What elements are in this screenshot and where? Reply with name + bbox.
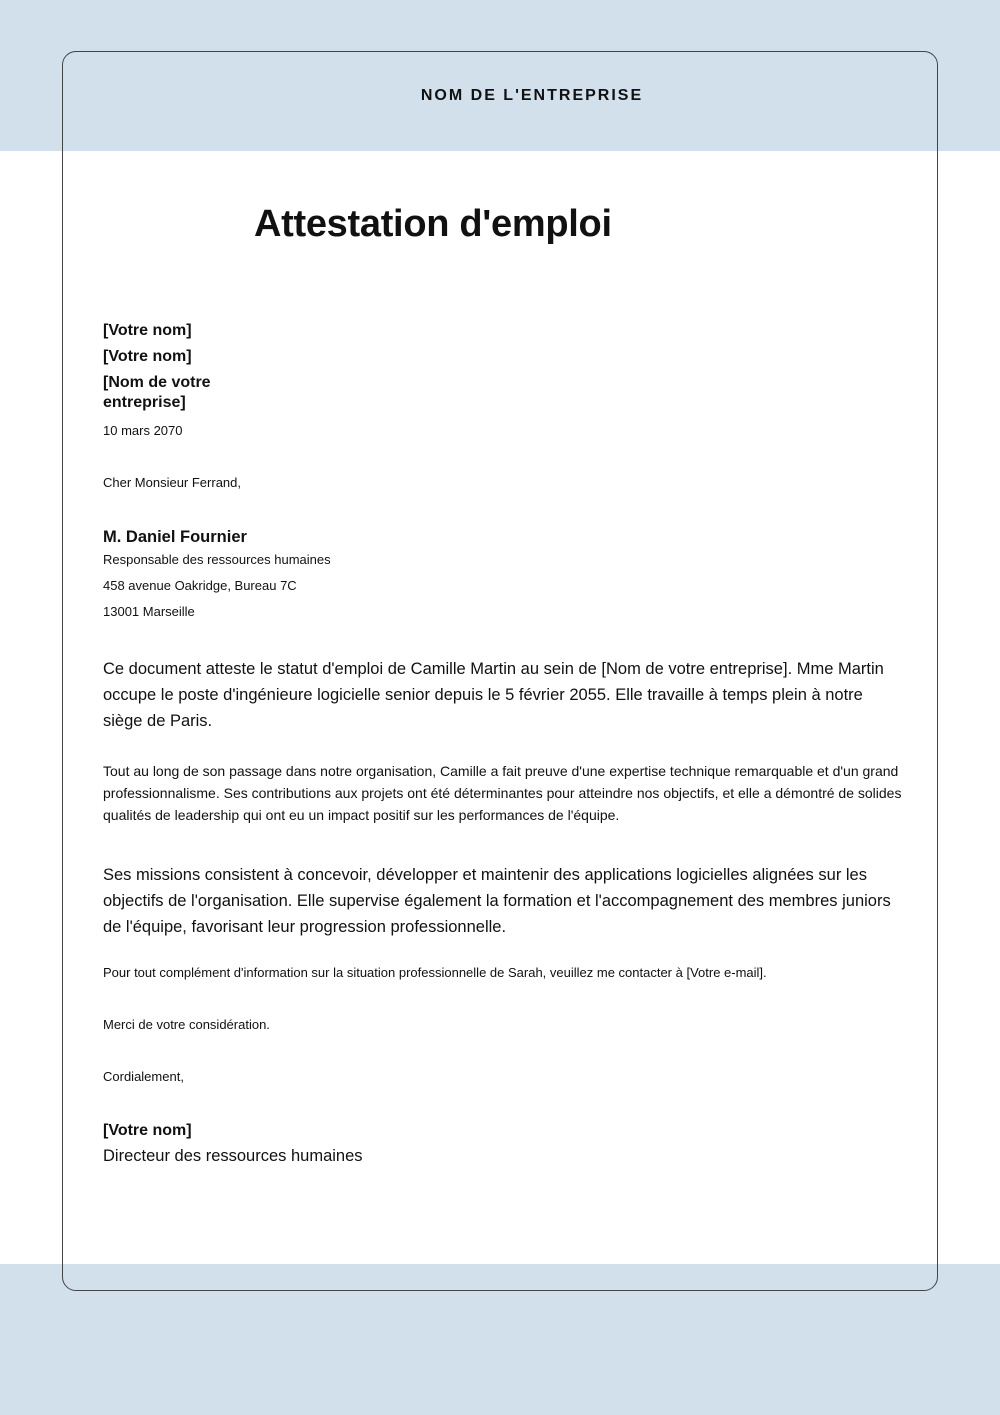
recipient-role: Responsable des ressources humaines xyxy=(103,552,331,567)
recipient-address: 458 avenue Oakridge, Bureau 7C xyxy=(103,578,297,593)
recipient-city: 13001 Marseille xyxy=(103,604,195,619)
sender-company-line2: entreprise] xyxy=(103,394,186,411)
body-paragraph-3: Ses missions consistent à concevoir, développer et maintenir des applications logicielles alignées sur les objectifs de l'organisation. Elle supervise également la formation et l'accompagnement des membres juniors de l'équipe, favorisant leur progression professionnelle. xyxy=(103,866,891,936)
body-paragraph-4: Pour tout complément d'information sur la situation professionnelle de Sarah, veuillez me contacter à [Votre e-mail]. xyxy=(103,965,767,980)
sender-name-2: [Votre nom] xyxy=(103,348,192,365)
body-paragraph-2: Tout au long de son passage dans notre organisation, Camille a fait preuve d'une expertise technique remarquable et d'un grand professionnalisme. Ses contributions aux projets ont été déterminantes pour atteindre nos objectifs, et elle a démontré de solides qualités de leadership qui ont eu un impact positif sur les performances de l'équipe. xyxy=(103,763,902,823)
signature-title: Directeur des ressources humaines xyxy=(103,1147,363,1165)
signature-name: [Votre nom] xyxy=(103,1122,192,1139)
company-name: NOM DE L'ENTREPRISE xyxy=(420,87,644,104)
letter-date: 10 mars 2070 xyxy=(103,423,183,438)
body-paragraph-1: Ce document atteste le statut d'emploi de Camille Martin au sein de [Nom de votre entreprise]. Mme Martin occupe le poste d'ingénieure logicielle senior depuis le 5 février 2055. Elle travaille à temps plein à notre siège de Paris. xyxy=(103,660,884,730)
document-title: Attestation d'emploi xyxy=(254,203,612,245)
sender-name: [Votre nom] xyxy=(103,322,192,339)
recipient-name: M. Daniel Fournier xyxy=(103,528,247,546)
body-paragraph-5: Merci de votre considération. xyxy=(103,1017,270,1032)
sender-company-line1: [Nom de votre xyxy=(103,374,211,391)
closing: Cordialement, xyxy=(103,1069,184,1084)
salutation: Cher Monsieur Ferrand, xyxy=(103,475,241,490)
